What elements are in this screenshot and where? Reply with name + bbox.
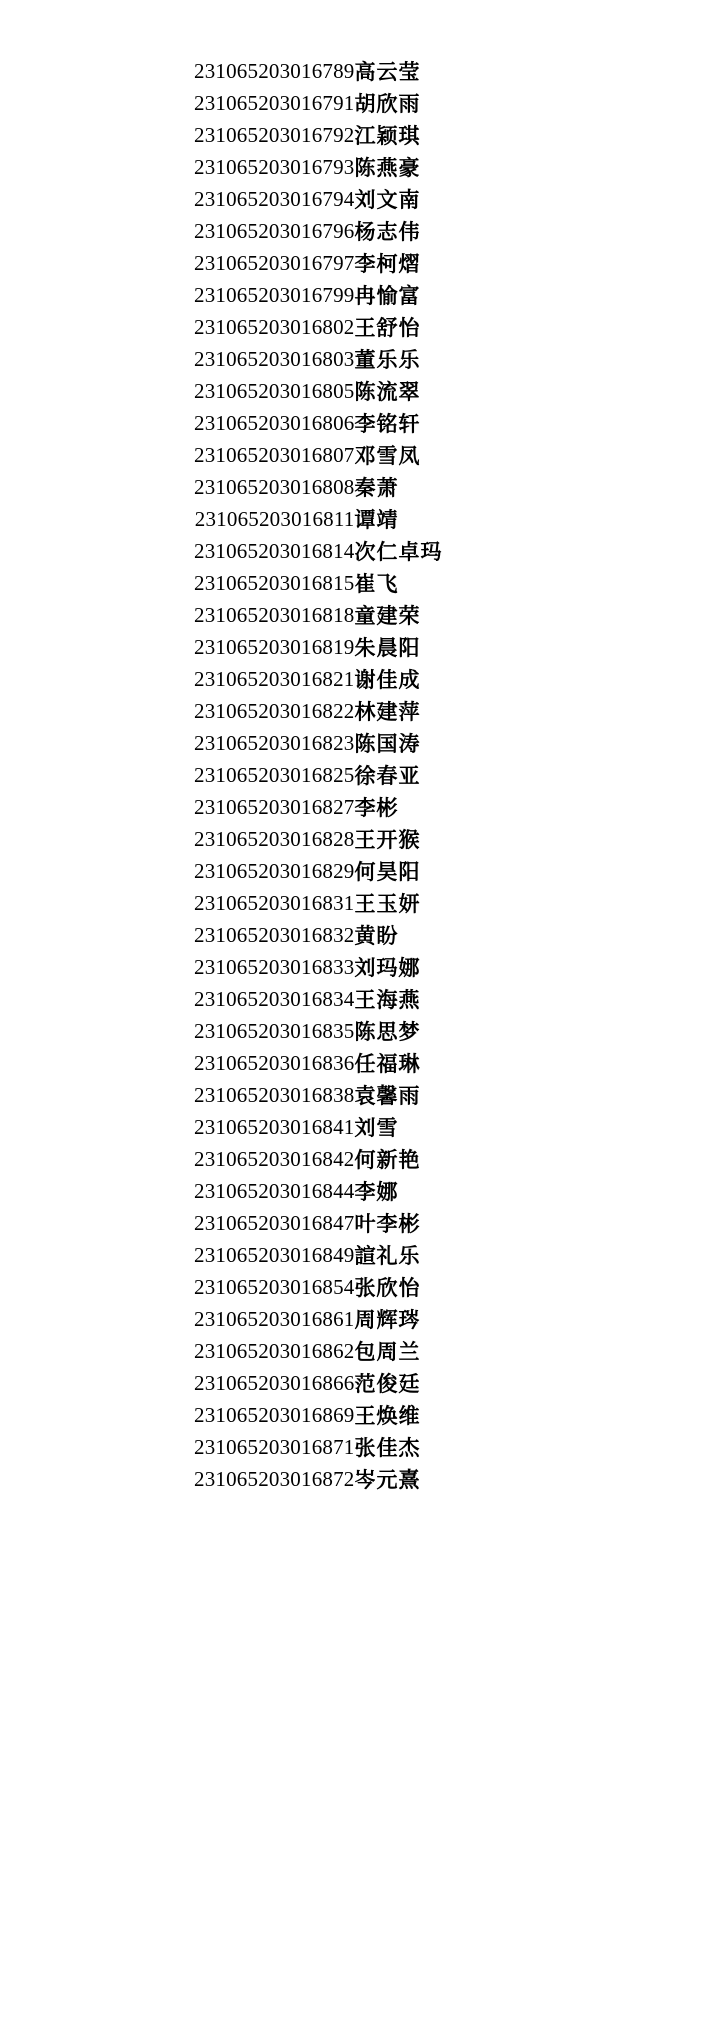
candidate-name-cell <box>355 1015 709 1047</box>
candidate-name-text: 何昊阳 <box>354 860 421 884</box>
table-row <box>0 87 709 119</box>
candidate-id-cell: 231065203016866 <box>194 1370 355 1395</box>
candidate-name-text: 王焕维 <box>354 1404 421 1428</box>
table-row <box>0 247 709 279</box>
candidate-id-cell: 231065203016808 <box>194 474 355 499</box>
candidate-name-cell <box>355 663 709 695</box>
table-row <box>0 439 709 471</box>
table-row <box>0 695 709 727</box>
candidate-name-text: 次仁卓玛 <box>354 540 443 564</box>
candidate-id-cell: 231065203016844 <box>194 1178 355 1203</box>
candidate-id-cell: 231065203016854 <box>194 1274 355 1299</box>
candidate-id-cell: 231065203016818 <box>194 602 355 627</box>
table-row <box>0 887 709 919</box>
candidate-id-cell: 231065203016849 <box>194 1242 355 1267</box>
candidate-id-cell: 231065203016803 <box>194 346 355 371</box>
table-row <box>0 1239 709 1271</box>
table-row <box>0 1335 709 1367</box>
table-row <box>0 279 709 311</box>
candidate-name-text: 童建荣 <box>354 604 421 628</box>
table-row <box>0 535 709 567</box>
candidate-id-cell: 231065203016796 <box>194 218 355 243</box>
candidate-name-text: 刘雪 <box>354 1116 399 1140</box>
table-row <box>0 119 709 151</box>
candidate-name-text: 叶李彬 <box>354 1212 421 1236</box>
candidate-id-cell: 231065203016791 <box>194 90 355 115</box>
table-row <box>0 1047 709 1079</box>
candidate-name-cell <box>355 919 709 951</box>
candidate-name-text: 李娜 <box>354 1180 399 1204</box>
candidate-name-cell <box>355 1207 709 1239</box>
candidate-id-cell: 231065203016814 <box>194 538 355 563</box>
table-row <box>0 1303 709 1335</box>
candidate-id-cell: 231065203016862 <box>194 1338 355 1363</box>
candidate-id-cell: 231065203016827 <box>194 794 355 819</box>
candidate-name-text: 谭靖 <box>354 508 399 532</box>
candidate-name-cell <box>355 247 709 279</box>
candidate-id-cell: 231065203016811 <box>194 506 355 531</box>
candidate-name-text: 胡欣雨 <box>354 92 421 116</box>
table-row <box>0 1271 709 1303</box>
table-row <box>0 983 709 1015</box>
candidate-name-text: 冉愉富 <box>354 284 421 308</box>
candidate-id-cell: 231065203016806 <box>194 410 355 435</box>
candidate-name-cell <box>355 407 709 439</box>
candidate-name-cell <box>355 343 709 375</box>
candidate-name-text: 諠礼乐 <box>354 1244 421 1268</box>
table-row <box>0 375 709 407</box>
candidate-name-text: 邓雪凤 <box>354 444 421 468</box>
candidate-name-cell <box>355 87 709 119</box>
candidate-name-cell <box>355 791 709 823</box>
candidate-name-cell <box>355 151 709 183</box>
candidate-name-text: 张佳杰 <box>354 1436 421 1460</box>
candidate-name-text: 王海燕 <box>354 988 421 1012</box>
candidate-name-cell <box>355 439 709 471</box>
candidate-id-cell: 231065203016823 <box>194 730 355 755</box>
table-row <box>0 823 709 855</box>
candidate-name-text: 张欣怡 <box>354 1276 421 1300</box>
candidate-name-cell <box>355 695 709 727</box>
candidate-name-cell <box>355 503 709 535</box>
candidate-name-text: 董乐乐 <box>354 348 421 372</box>
candidate-name-cell <box>355 471 709 503</box>
candidate-name-text: 王舒怡 <box>354 316 421 340</box>
candidate-name-cell <box>355 119 709 151</box>
candidate-name-cell <box>355 535 709 567</box>
table-row <box>0 1175 709 1207</box>
candidate-name-cell <box>355 1335 709 1367</box>
candidate-name-text: 何新艳 <box>354 1148 421 1172</box>
table-row <box>0 919 709 951</box>
candidate-name-text: 徐春亚 <box>354 764 421 788</box>
candidate-name-text: 李铭轩 <box>354 412 421 436</box>
candidate-id-cell: 231065203016821 <box>194 666 355 691</box>
candidate-name-cell <box>355 951 709 983</box>
candidate-name-text: 李彬 <box>354 796 399 820</box>
table-row <box>0 183 709 215</box>
candidate-name-cell <box>355 631 709 663</box>
table-row <box>0 1015 709 1047</box>
candidate-name-cell <box>355 823 709 855</box>
candidate-id-cell: 231065203016841 <box>194 1114 355 1139</box>
candidate-id-cell: 231065203016861 <box>194 1306 355 1331</box>
candidate-name-text: 王玉妍 <box>354 892 421 916</box>
candidate-name-text: 陈流翠 <box>354 380 421 404</box>
candidate-name-cell <box>355 1399 709 1431</box>
candidate-name-cell <box>355 215 709 247</box>
candidate-name-text: 李柯熠 <box>354 252 421 276</box>
table-row <box>0 311 709 343</box>
table-row <box>0 631 709 663</box>
candidate-name-cell <box>355 1239 709 1271</box>
candidate-name-text: 高云莹 <box>354 60 421 84</box>
candidate-id-cell: 231065203016871 <box>194 1434 355 1459</box>
candidate-name-text: 江颖琪 <box>354 124 421 148</box>
table-row <box>0 1431 709 1463</box>
candidate-id-cell: 231065203016815 <box>194 570 355 595</box>
candidate-id-cell: 231065203016847 <box>194 1210 355 1235</box>
candidate-name-cell <box>355 1079 709 1111</box>
table-row <box>0 1399 709 1431</box>
candidate-name-cell <box>355 599 709 631</box>
candidate-name-text: 林建萍 <box>354 700 421 724</box>
candidate-name-cell <box>355 983 709 1015</box>
candidate-name-cell <box>355 1271 709 1303</box>
candidate-name-text: 秦萧 <box>354 476 399 500</box>
candidate-name-cell <box>355 1303 709 1335</box>
table-row <box>0 471 709 503</box>
candidate-name-text: 范俊廷 <box>354 1372 421 1396</box>
candidate-name-cell <box>355 311 709 343</box>
candidate-name-cell <box>355 279 709 311</box>
candidate-id-cell: 231065203016794 <box>194 186 355 211</box>
table-row <box>0 503 709 535</box>
candidate-id-cell: 231065203016834 <box>194 986 355 1011</box>
candidate-id-cell: 231065203016792 <box>194 122 355 147</box>
table-row <box>0 1111 709 1143</box>
candidate-name-text: 周辉琌 <box>354 1308 421 1332</box>
table-row <box>0 151 709 183</box>
candidate-name-text: 陈思梦 <box>354 1020 421 1044</box>
candidate-name-text: 黄盼 <box>354 924 399 948</box>
table-row <box>0 855 709 887</box>
candidate-name-cell <box>355 887 709 919</box>
candidate-id-cell: 231065203016835 <box>194 1018 355 1043</box>
candidate-id-cell: 231065203016842 <box>194 1146 355 1171</box>
candidate-name-text: 陈燕豪 <box>354 156 421 180</box>
table-row <box>0 1079 709 1111</box>
candidate-id-cell: 231065203016872 <box>194 1466 355 1491</box>
table-row <box>0 951 709 983</box>
candidate-id-cell: 231065203016831 <box>194 890 355 915</box>
candidate-id-cell: 231065203016833 <box>194 954 355 979</box>
candidate-id-cell: 231065203016838 <box>194 1082 355 1107</box>
roster-table-body <box>0 55 709 1495</box>
candidate-name-text: 谢佳成 <box>354 668 421 692</box>
candidate-name-text: 杨志伟 <box>354 220 421 244</box>
candidate-id-cell: 231065203016829 <box>194 858 355 883</box>
candidate-id-cell: 231065203016822 <box>194 698 355 723</box>
candidate-name-text: 王开猴 <box>354 828 421 852</box>
candidate-name-cell <box>355 1111 709 1143</box>
candidate-name-text: 袁馨雨 <box>354 1084 421 1108</box>
candidate-name-cell <box>355 1463 709 1495</box>
candidate-name-cell <box>355 855 709 887</box>
table-row <box>0 343 709 375</box>
table-row <box>0 215 709 247</box>
candidate-name-cell <box>355 1367 709 1399</box>
candidate-id-cell: 231065203016807 <box>194 442 355 467</box>
table-row <box>0 663 709 695</box>
table-row <box>0 55 709 87</box>
candidate-name-cell <box>355 1143 709 1175</box>
candidate-name-cell <box>355 55 709 87</box>
candidate-name-cell <box>355 183 709 215</box>
candidate-id-cell: 231065203016799 <box>194 282 355 307</box>
table-row <box>0 791 709 823</box>
candidate-id-cell: 231065203016828 <box>194 826 355 851</box>
candidate-name-cell <box>355 375 709 407</box>
candidate-name-text: 任福琳 <box>354 1052 421 1076</box>
table-row <box>0 407 709 439</box>
candidate-id-cell: 231065203016825 <box>194 762 355 787</box>
table-row <box>0 759 709 791</box>
candidate-name-cell <box>355 1047 709 1079</box>
candidate-name-text: 岑元熹 <box>354 1468 421 1492</box>
table-row <box>0 1463 709 1495</box>
candidate-id-cell: 231065203016869 <box>194 1402 355 1427</box>
candidate-id-cell: 231065203016797 <box>194 250 355 275</box>
table-row <box>0 727 709 759</box>
candidate-name-cell <box>355 1431 709 1463</box>
candidate-id-cell: 231065203016793 <box>194 154 355 179</box>
candidate-id-cell: 231065203016789 <box>194 58 355 83</box>
candidate-name-text: 崔飞 <box>354 572 399 596</box>
candidate-name-text: 刘玛娜 <box>354 956 421 980</box>
candidate-name-text: 陈国涛 <box>354 732 421 756</box>
candidate-id-cell: 231065203016819 <box>194 634 355 659</box>
table-row <box>0 1207 709 1239</box>
candidate-name-text: 刘文南 <box>354 188 421 212</box>
candidate-id-cell: 231065203016805 <box>194 378 355 403</box>
candidate-id-cell: 231065203016832 <box>194 922 355 947</box>
candidate-name-cell <box>355 1175 709 1207</box>
table-row <box>0 567 709 599</box>
candidate-name-text: 朱晨阳 <box>354 636 421 660</box>
candidate-name-text: 包周兰 <box>354 1340 421 1364</box>
candidate-name-cell <box>355 759 709 791</box>
table-row <box>0 1143 709 1175</box>
candidate-id-cell: 231065203016802 <box>194 314 355 339</box>
candidate-name-cell <box>355 567 709 599</box>
candidate-name-cell <box>355 727 709 759</box>
table-row <box>0 1367 709 1399</box>
table-row <box>0 599 709 631</box>
candidate-id-cell: 231065203016836 <box>194 1050 355 1075</box>
roster-table <box>0 55 709 1495</box>
